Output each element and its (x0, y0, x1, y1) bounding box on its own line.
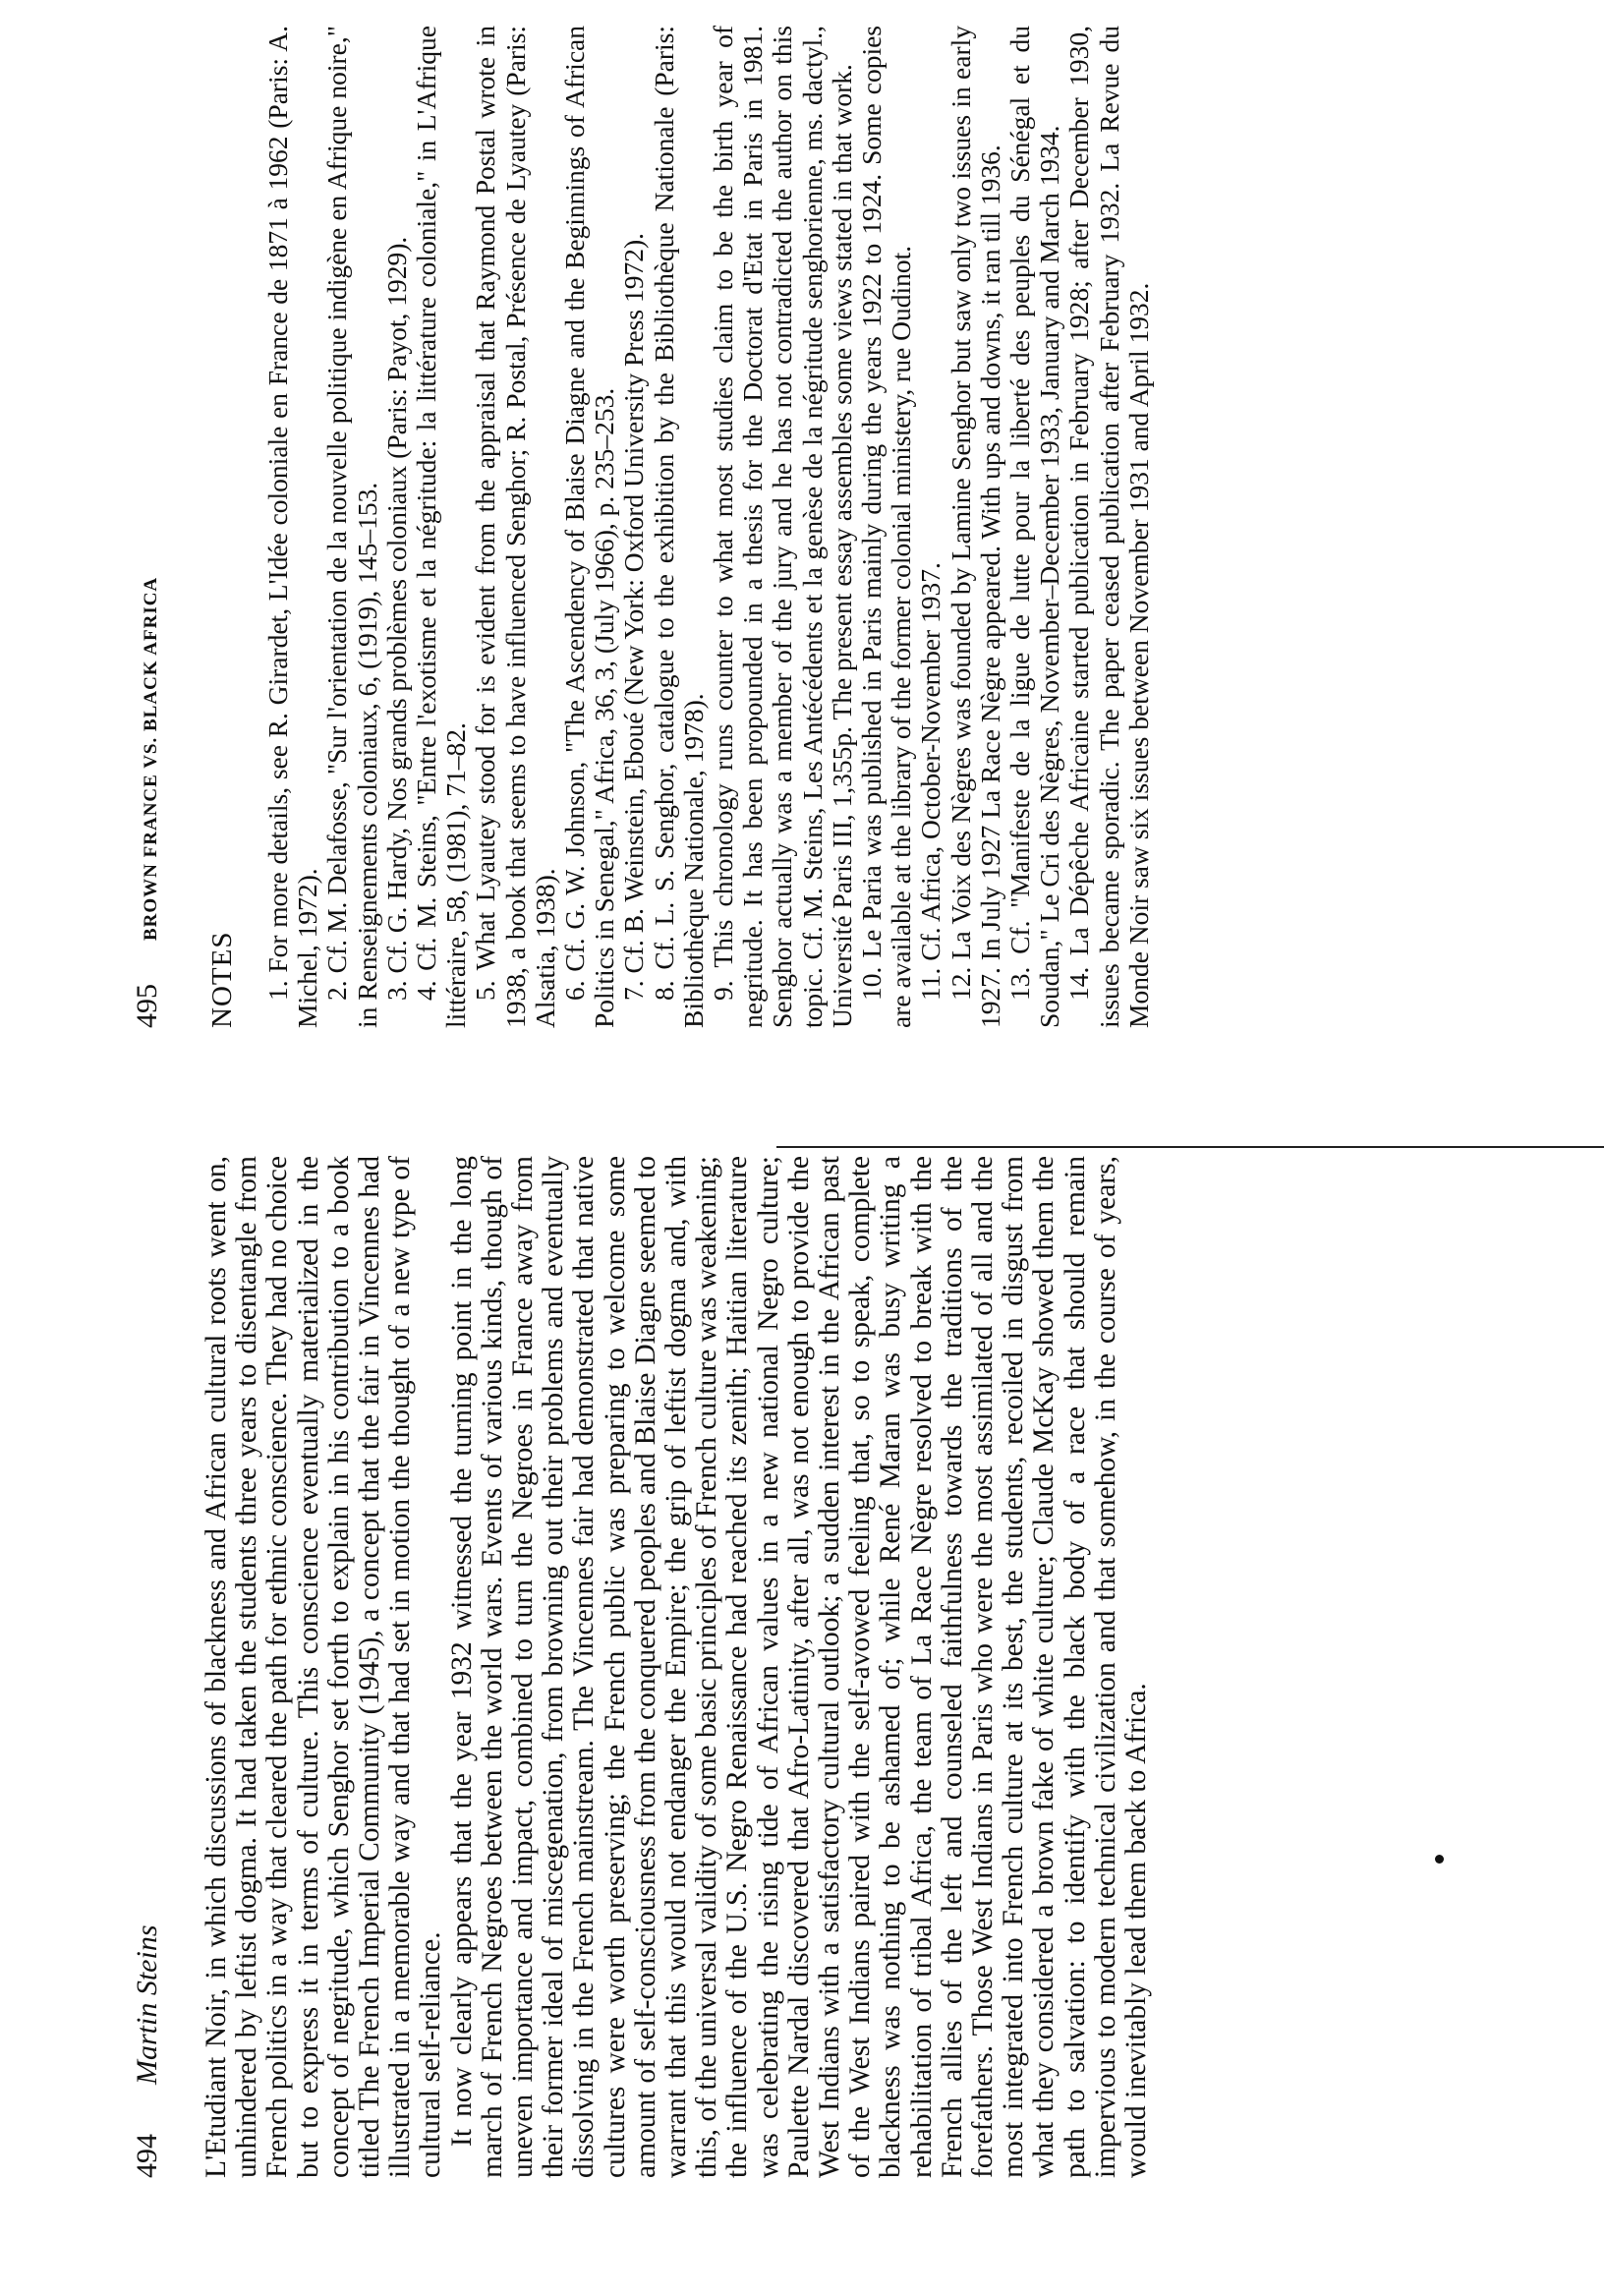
footnote: 7. Cf. B. Weinstein, Eboué (New York: Oxford University Press 1972). (618, 233, 650, 1001)
footnote: 14. La Dépêche Africaine started publication in February 1928; after December 1930, issues became sporadic. The paper ceased publication after February 1932. La Revue du Monde Noir saw six issues between November 1931 and April 1932. (1063, 26, 1154, 1028)
running-head-left (128, 1156, 165, 2178)
page-gutter (776, 1146, 1604, 1148)
notes-heading: NOTES (206, 931, 238, 1028)
page-number: 495 (131, 984, 163, 1028)
footnote: 11. Cf. Africa, October-November 1937. (915, 562, 946, 1001)
footnote: 8. Cf. L. S. Senghor, catalogue to the exhibition by the Bibliothèque Nationale (Paris: Bibliothèque Nationale, 1978). (648, 26, 709, 1028)
paragraph: It now clearly appears that the year 1932 witnessed the turning point in the long march of French Negroes between the world wars. Events of various kinds, though of uneven importance and impact, combined to turn the Negroes in France away from their former ideal of miscegenation, from browning out their problems and eventually dissolving in the French mainstream. The Vincennes fair had demonstrated that native cultures were worth preserving; the French public was preparing to welcome some amount of self-consciousness from the conquered peoples and Blaise Diagne seemed to warrant that this would not endanger the Empire; the grip of leftist dogma and, with this, of the universal validity of some basic principles of French culture was weakening; the influence of the U.S. Negro Renaissance had reached its zenith; Haitian literature was celebrating the rising tide of African values in a new national Negro culture; Paulette Nardal discovered that Afro-Latinity, after all, was not enough to provide the West Indians with a satisfactory cultural outlook; a sudden interest in the African past of the West Indians paired with the self-avowed feeling that, so to speak, complete blackness was nothing to be ashamed of; while René Maran was busy writing a rehabilitation of tribal Africa, the team of La Race Nègre resolved to break with the French allies of the left and counseled faithfulness towards the traditions of the forefathers. Those West Indians in Paris who were the most assimilated of all and the most integrated into French culture at its best, the students, recoiled in disgust from what they considered a brown fake of white culture; Claude McKay showed them the path to salvation: to identify with the black body of a race that should remain impervious to modern technical civilization and that somehow, in the course of years, would inevitably lead them back to Africa. (445, 1156, 1153, 2178)
running-head-right (128, 0, 169, 1028)
body-text (201, 1156, 1152, 2178)
footnote: 4. Cf. M. Steins, "Entre l'exotisme et la négritude: la littérature coloniale," in L'Afrique littéraire, 58, (1981), 71–82. (411, 26, 472, 1028)
right-page (0, 0, 1604, 1136)
footnote: 10. Le Paria was published in Paris mainly during the years 1922 to 1924. Some copies are available at the library of the former colonial ministery, rue Oudinot. (856, 26, 917, 1028)
footnote: 1. For more details, see R. Girardet, L'Idée coloniale en France de 1871 à 1962 (Paris: A. Michel, 1972). (262, 26, 323, 1028)
author-running-title: Martin Steins (131, 1924, 163, 2085)
footnote: 2. Cf. M. Delafosse, "Sur l'orientation de la nouvelle politique indigène en Afrique noire," in Renseignements coloniaux, 6, (1919), 145–153. (321, 26, 382, 1028)
footnote: 12. La Voix des Nègres was founded by Lamine Senghor but saw only two issues in early 1927. In July 1927 La Race Nègre appeared. With ups and downs, it ran till 1936. (945, 26, 1005, 1028)
footnote: 3. Cf. G. Hardy, Nos grands problèmes coloniaux (Paris: Payot, 1929). (380, 236, 412, 1001)
chapter-running-title: BROWN FRANCE VS. BLACK AFRICA (141, 576, 161, 941)
paragraph: L'Etudiant Noir, in which discussions of blackness and African cultural roots went on, unhindered by leftist dogma. It had taken the students three years to disentangle from French politics in a way that cleared the path for ethnic conscience. They had no choice but to express it in terms of culture. This conscience eventually materialized in the concept of negritude, which Senghor set forth to explain in his contribution to a book titled The French Imperial Community (1945), a concept that the fair in Vincennes had illustrated in a memorable way and that had set in motion the thought of a new type of cultural self-reliance. (200, 1156, 447, 2178)
footnote: 6. Cf. G. W. Johnson, "The Ascendency of Blaise Diagne and the Beginnings of African Politics in Senegal," Africa, 36, 3, (July 1966), p. 235–253. (559, 26, 620, 1028)
ink-speck (1435, 1855, 1444, 1864)
footnote: 13. Cf. "Manifeste de la ligue de lutte pour la liberté des peuples du Sénégal et du Soudan," Le Cri des Nègres, November–December 1933, January and March 1934. (1004, 26, 1065, 1028)
footnote: 5. What Lyautey stood for is evident from the appraisal that Raymond Postal wrote in 1938, a book that seems to have influenced Senghor; R. Postal, Présence de Lyautey (Paris: Alsatia, 1938). (470, 26, 560, 1028)
page-number: 494 (131, 2134, 163, 2178)
footnote: 9. This chronology runs counter to what most studies claim to be the birth year of negritude. It has been propounded in a thesis for the Doctorat d'Etat in Paris in 1981. Senghor actually was a member of the jury and he has not contradicted the author on this topic. Cf. M. Steins, Les Antécédents et la genèse de la négritude senghorienne, ms. dactyl., Université Paris III, 1,355p. The present essay assembles some views stated in that work. (708, 26, 857, 1028)
notes-list (263, 26, 1154, 1028)
left-page (0, 1156, 1604, 2296)
